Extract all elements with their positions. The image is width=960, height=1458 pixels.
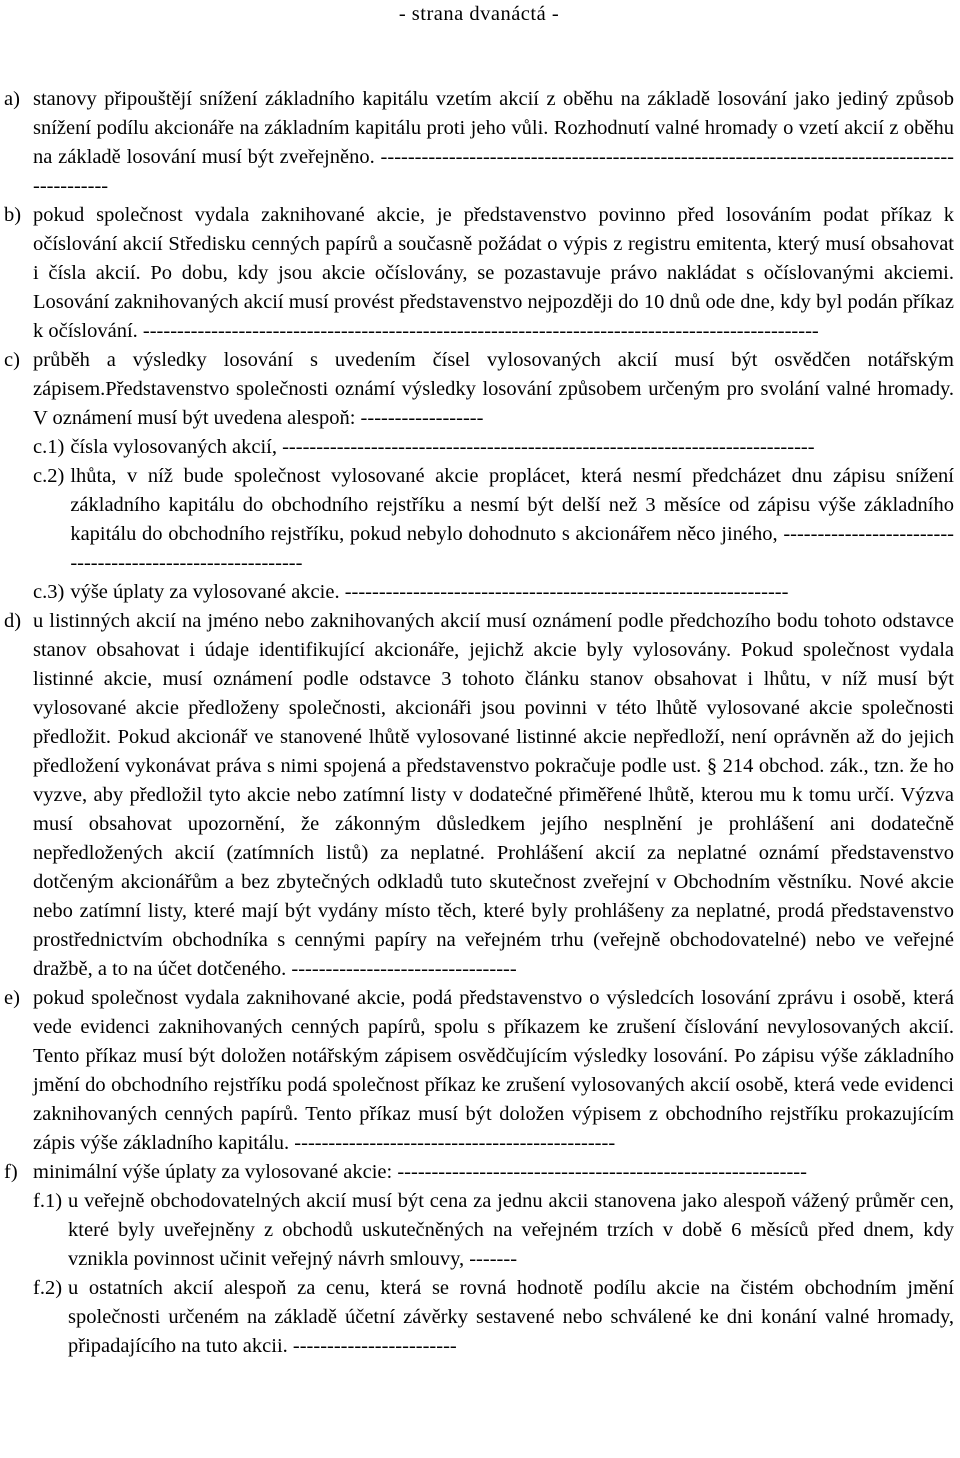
clause-text: minimální výše úplaty za vylosované akcie: ------------------------------------------------------------ [33,1161,807,1183]
clause-text: pokud společnost vydala zaknihované akcie, je představenstvo povinno před losováním podat příkaz k očíslování akcií Středisku cenných papírů a současně požádat o výpis z registru emitenta, který musí obsahovat i čísla akcií. Po dobu, kdy jsou akcie očíslovány, se pozastavuje právo nakládat s očíslovanými akciemi. Losování zaknihovaných akcií musí provést představenstvo nejpozději do 10 dnů ode dne, kdy byl podán příkaz k očíslování. --------------------------------------------------------------------------------------------------- [33,204,954,342]
clause-e [4,984,954,1158]
subclause-c1 [33,433,954,462]
clause-text: průběh a výsledky losování s uvedením čísel vylosovaných akcií musí být osvědčen notářským zápisem.Představenstvo společnosti oznámí výsledky losování způsobem určeným pro svolání valné hromady. V oznámení musí být uvedena alespoň: ------------------ [33,349,954,429]
clause-f [4,1158,954,1361]
subclause-text: čísla vylosovaných akcií, ------------------------------------------------------------------------------ [70,436,815,458]
clause-c [4,346,954,607]
clause-label: b) [4,204,22,226]
clause-b [4,201,954,346]
clause-text: u listinných akcií na jméno nebo zaknihovaných akcií musí oznámení podle předchozího bodu tohoto odstavce stanov obsahovat i údaje identifikující akcionáře, jejichž akcie byly vylosovány. Pokud společnost vydala listinné akcie, musí oznámení podle odstavce 3 tohoto článku stanov obsahovat i lhůtu, v níž musí být vylosované akcie předloženy společnosti, akcionáři jsou povinni v této lhůtě vylosované akcie společnosti předložit. Pokud akcionář ve stanovené lhůtě vylosované listinné akcie nepředloží, není oprávněn až do jejich předložení vykonávat práva s nimi spojená a představenstvo pokračuje podle ust. § 214 obchod. zák., tzn. že ho vyzve, aby předložil tyto akcie nebo zatímní listy v dodatečné přiměřené lhůtě, kterou mu k tomu určí. Výzva musí obsahovat upozornění, že zákonným důsledkem jejího nesplnění je prohlášení ani dodatečně nepředložených akcií (zatímních listů) za neplatné. Prohlášení akcií za neplatné oznámí představenstvo dotčeným akcionářům a bez zbytečných odkladů tuto skutečnost zveřejní v Obchodním věstníku. Nové akcie nebo zatímní listy, které mají být vydány místo těch, které byly prohlášeny za neplatné, prodá představenstvo prostřednictvím obchodníka s cennými papíry na veřejném trhu (veřejně obchodovatelné) nebo ve veřejné dražbě, a to na účet dotčeného. --------------------------------- [33,610,954,980]
clause-label: d) [4,610,22,632]
subclause-f2 [33,1274,954,1361]
subclause-label: f.1) [33,1190,63,1212]
subclause-c3 [33,578,954,607]
clause-label: f) [4,1161,18,1183]
subclause-text: lhůta, v níž bude společnost vylosované akcie proplácet, která nesmí předcházet dnu zápisu snížení základního kapitálu do obchodního rejstříku a nesmí být delší než 3 měsíce od zápisu výše základního kapitálu do obchodního rejstříku, pokud nebylo dohodnuto s akcionářem něco jiného, ----------------------------------------------------------- [70,465,954,574]
subclause-text: u ostatních akcií alespoň za cenu, která se rovná hodnotě podílu akcie na čistém obchodním jmění společnosti určeném na základě účetní závěrky sestavené nebo schválené ke dni konání valné hromady, připadajícího na tuto akcii. ------------------------ [68,1277,954,1357]
clause-body [33,346,954,607]
clause-label: e) [4,987,20,1009]
clause-a [4,85,954,201]
subclause-label: c.3) [33,581,65,603]
clause-text: stanovy připouštějí snížení základního kapitálu vzetím akcií z oběhu na základě losování jako jediný způsob snížení podílu akcionáře na základním kapitálu proti jeho vůli. Rozhodnutí valné hromady o vzetí akcií z oběhu na základě losování musí být zveřejněno. ----------------------------------------------------------------------------------------------- [33,88,954,197]
clause-label: a) [4,88,20,110]
page-header: - strana dvanáctá - [398,3,560,25]
clause-text: pokud společnost vydala zaknihované akcie, podá představenstvo o výsledcích losování zprávu i osobě, která vede evidenci zaknihovaných cenných papírů, spolu s příkazem ke zrušení číslování nevylosovaných akcií. Tento příkaz musí být doložen notářským zápisem osvědčujícím výsledky losování. Po zápisu výše základního jmění do obchodního rejstříku podá společnost příkaz ke zrušení vylosovaných akcií osobě, která vede evidenci zaknihovaných cenných papírů. Tento příkaz musí být doložen výpisem z obchodního rejstříku prokazujícím zápis výše základního kapitálu. ----------------------------------------------- [33,987,954,1154]
subclause-f1 [33,1187,954,1274]
clause-label: c) [4,349,20,371]
clause-d [4,607,954,984]
subclause-c2 [33,462,954,578]
subclause-text: u veřejně obchodovatelných akcií musí být cena za jednu akcii stanovena jako alespoň vážený průměr cen, které byly uveřejněny z obchodů uskutečněných na veřejném trzích v době 6 měsíců před dnem, kdy vznikla povinnost učinit veřejný návrh smlouvy, ------- [68,1190,954,1270]
subclause-label: c.2) [33,465,65,487]
subclause-text: výše úplaty za vylosované akcie. ----------------------------------------------------------------- [70,581,789,603]
clause-body [33,1158,954,1361]
subclause-label: c.1) [33,436,65,458]
subclause-label: f.2) [33,1277,63,1299]
